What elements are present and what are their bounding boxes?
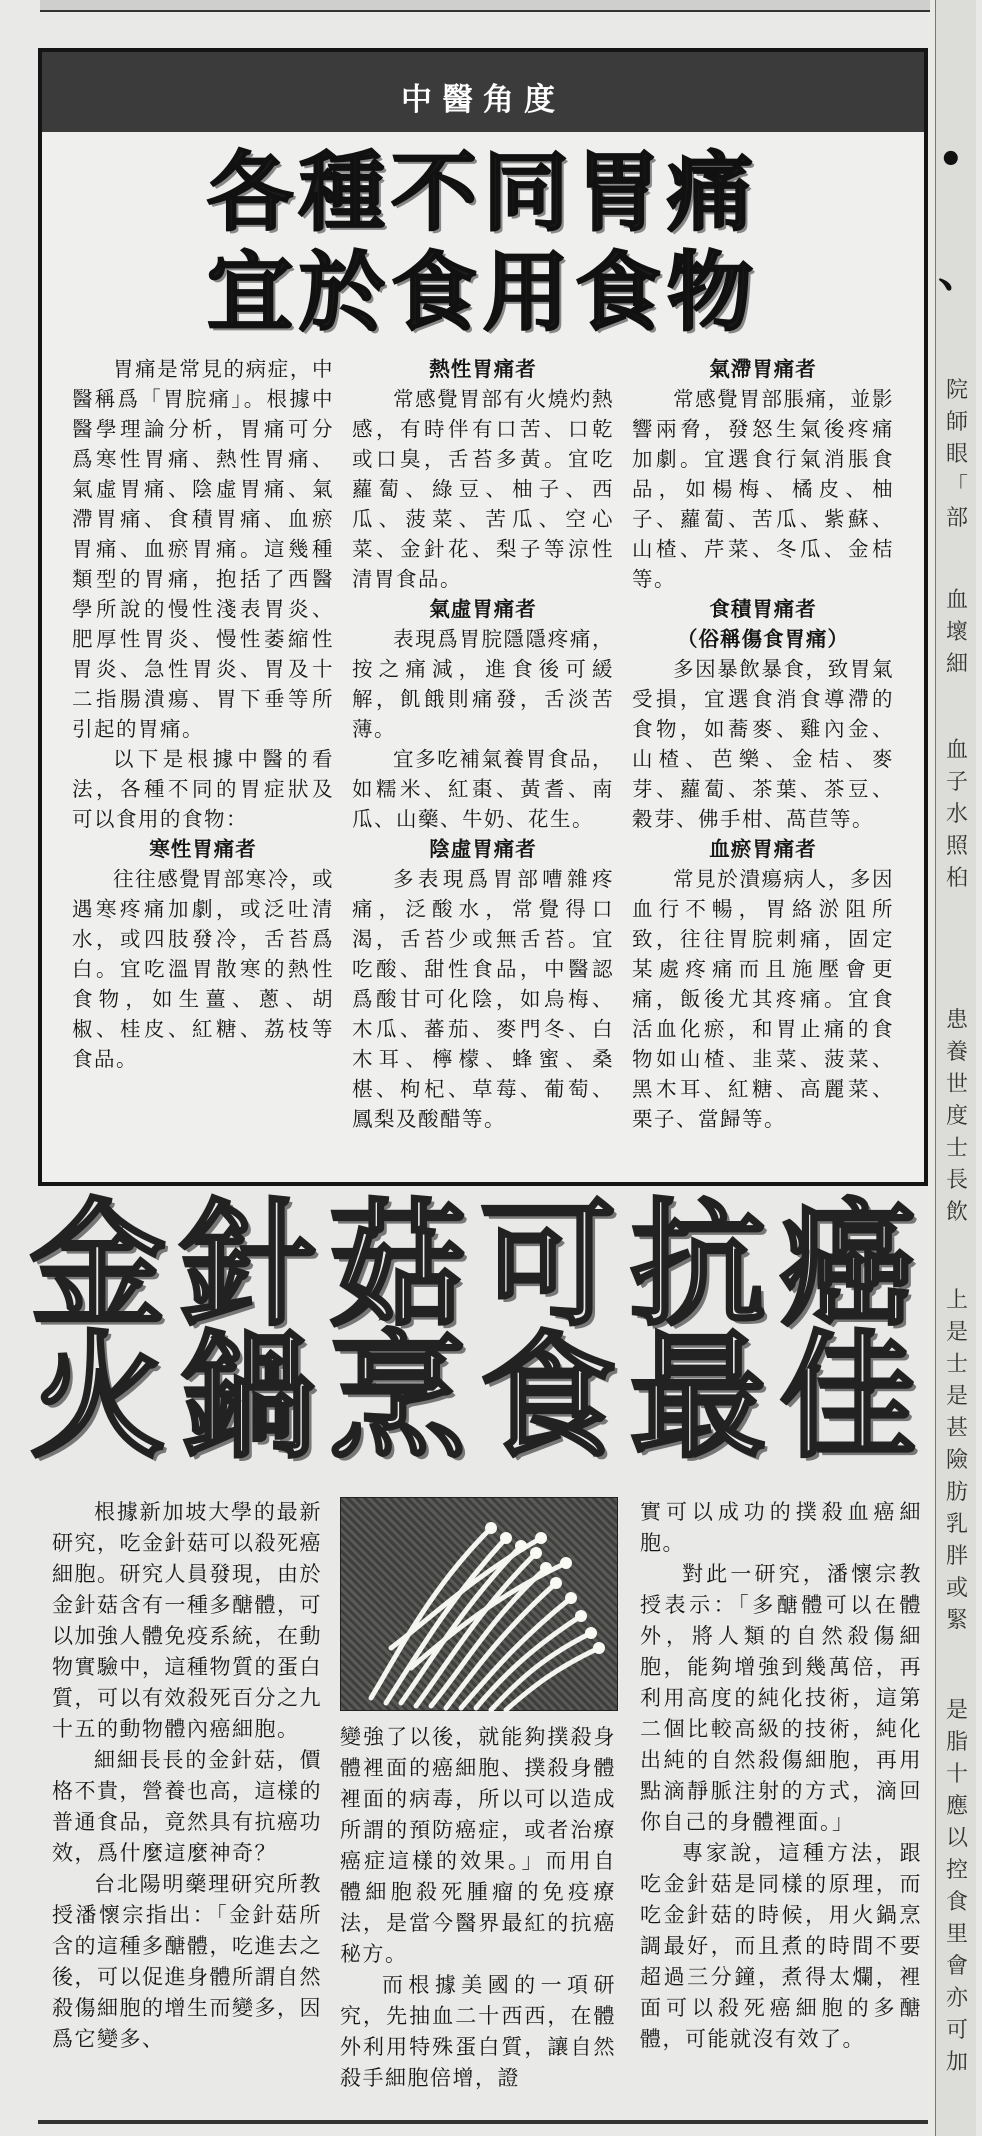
paragraph: 以下是根據中醫的看法，各種不同的胃症狀及可以食用的食物： (72, 747, 334, 831)
paragraph: 常感覺胃部脹痛，並影響兩脅，發怒生氣後疼痛加劇。宜選食行氣消脹食品，如楊梅、橘皮、柚子、蘿蔔、苦瓜、紫蘇、山楂、芹菜、冬瓜、金桔等。 (632, 387, 894, 591)
paragraph: 細細長長的金針菇，價格不貴，營養也高，這樣的普通食品，竟然具有抗癌功效，爲什麼這麼神奇？ (52, 1748, 322, 1865)
paragraph: 實可以成功的撲殺血癌細胞。 (640, 1500, 922, 1555)
kicker-label: 中醫角度 (401, 82, 565, 118)
bottom-rule (38, 2120, 928, 2124)
article2-column-2 (340, 1722, 616, 2094)
article1-column-3 (632, 354, 894, 1134)
headline-line-1: 金針菇可抗癌 (30, 1187, 930, 1345)
paragraph: 而根據美國的一項研究，先抽血二十西西，在體外利用特殊蛋白質，讓自然殺手細胞倍增，證 (340, 1973, 616, 2090)
enoki-mushroom-photo (340, 1497, 618, 1711)
paragraph: 常感覺胃部有火燒灼熱感，有時伴有口苦、口乾或口臭，舌苔多黃。宜吃蘿蔔、綠豆、柚子、西瓜、菠菜、苦瓜、空心菜、金針花、梨子等涼性清胃食品。 (352, 387, 614, 591)
subheading: 食積胃痛者 (709, 597, 817, 621)
subheading: 血瘀胃痛者 (709, 837, 817, 861)
subheading: 陰虛胃痛者 (429, 837, 537, 861)
headline-line-2: 火鍋烹食最佳 (30, 1319, 930, 1477)
kicker-bar (42, 52, 924, 132)
paragraph: 根據新加坡大學的最新研究，吃金針菇可以殺死癌細胞。研究人員發現，由於金針菇含有一種多醣體，可以加強人體免疫系統，在動物實驗中，這種物質的蛋白質，可以有效殺死百分之九十五的動物體內癌細胞。 (52, 1500, 322, 1741)
paragraph: 對此一研究，潘懷宗教授表示：「多醣體可以在體外，將人類的自然殺傷細胞，能夠增強到幾萬倍，再利用高度的純化技術，這第二個比較高級的技術，純化出純的自然殺傷細胞，再用點滴靜脈注射的方式，滴回你自己的身體裡面。」 (640, 1562, 922, 1834)
paragraph: 胃痛是常見的病症，中醫稱爲「胃脘痛」。根據中醫學理論分析，胃痛可分爲寒性胃痛、熱性胃痛、氣虛胃痛、陰虛胃痛、氣滯胃痛、食積胃痛、血瘀胃痛、血瘀胃痛。這幾種類型的胃痛，抱括了西醫學所說的慢性淺表胃炎、肥厚性胃炎、慢性萎縮性胃炎、急性胃炎、胃及十二指腸潰瘍、胃下垂等所引起的胃痛。 (72, 357, 334, 741)
headline-line-2: 宜於食用食物 (207, 243, 759, 343)
subheading: 氣滯胃痛者 (709, 357, 817, 381)
adjacent-column-strip: • 、 院 師 眼 「 部 血 壞 細 血 子 水 照 桕 患 養 世 度 士 長 飲 上 是 士 是 甚 險 肪 乳 胖 或 緊 是 脂 十 應 以 控 食 里 會 亦 可 加 (935, 0, 976, 2136)
article1-column-2 (352, 354, 614, 1134)
paragraph: 多表現爲胃部嘈雜疼痛，泛酸水，常覺得口渴，舌苔少或無舌苔。宜吃酸、甜性食品，中醫認爲酸甘可化陰，如烏梅、木瓜、蕃茄、麥門冬、白木耳、檸檬、蜂蜜、桑椹、枸杞、草莓、葡萄、鳳梨及酸醋等。 (352, 867, 614, 1131)
subheading: 寒性胃痛者 (149, 837, 257, 861)
headline-line-1: 各種不同胃痛 (207, 143, 759, 243)
subheading: （俗稱傷食胃痛） (677, 627, 849, 651)
paragraph: 變強了以後，就能夠撲殺身體裡面的癌細胞、撲殺身體裡面的病毒，所以可以造成所謂的預防癌症，或者治療癌症這樣的效果。」而用自體細胞殺死腫瘤的免疫療法，是當今醫界最紅的抗癌秘方。 (340, 1725, 616, 1966)
top-rule (40, 0, 930, 12)
subheading: 氣虛胃痛者 (429, 597, 537, 621)
paragraph: 常見於潰瘍病人，多因血行不暢，胃絡淤阻所致，往往胃脘刺痛，固定某處疼痛而且施壓會更痛，飯後尤其疼痛。宜食活血化瘀，和胃止痛的食物如山楂、韭菜、菠菜、黑木耳、紅糖、高麗菜、栗子、當歸等。 (632, 867, 894, 1131)
paragraph: 表現爲胃脘隱隱疼痛，按之痛減，進食後可緩解，飢餓則痛發，舌淡苦薄。 (352, 627, 614, 741)
paragraph: 往往感覺胃部寒冷，或遇寒疼痛加劇，或泛吐清水，或四肢發冷，舌苔爲白。宜吃溫胃散寒的熱性食物，如生薑、蔥、胡椒、桂皮、紅糖、荔枝等食品。 (72, 867, 334, 1071)
mushroom-illustration (341, 1498, 617, 1710)
paragraph: 宜多吃補氣養胃食品，如糯米、紅棗、黃耆、南瓜、山藥、牛奶、花生。 (352, 747, 614, 831)
article2-column-1 (52, 1497, 322, 2055)
article2-column-3 (640, 1497, 922, 2055)
subheading: 熱性胃痛者 (429, 357, 537, 381)
paragraph: 專家說，這種方法，跟吃金針菇是同樣的原理，而吃金針菇的時候，用火鍋烹調最好，而且煮的時間不要超過三分鐘，煮得太爛，裡面可以殺死癌細胞的多醣體，可能就沒有效了。 (640, 1841, 922, 2051)
tcm-article-box (38, 48, 928, 1186)
article1-column-1 (72, 354, 334, 1074)
paragraph: 多因暴飲暴食，致胃氣受損，宜選食消食導滯的食物，如蕎麥、雞內金、山楂、芭樂、金桔、麥芽、蘿蔔、茶葉、茶豆、穀芽、佛手柑、萵苣等。 (632, 657, 894, 831)
paragraph: 台北陽明藥理研究所教授潘懷宗指出：「金針菇所含的這種多醣體，吃進去之後，可以促進身體所謂自然殺傷細胞的增生而變多，因爲它變多、 (52, 1872, 322, 2051)
